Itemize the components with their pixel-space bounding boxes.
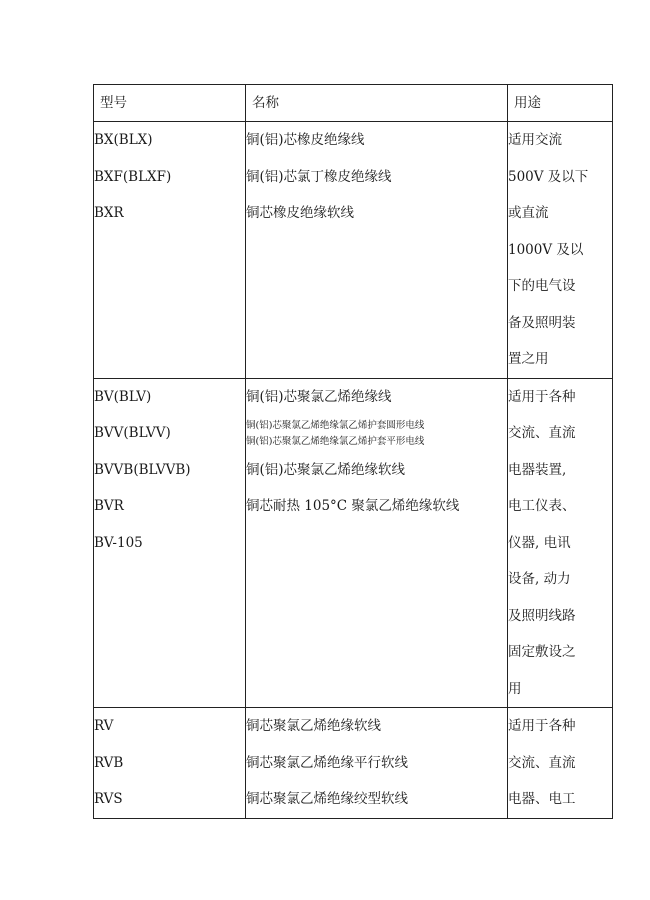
product-name: 铜(铝)芯氯丁橡皮绝缘线 xyxy=(246,168,392,185)
usage-line: 设备, 动力 xyxy=(508,571,571,587)
product-name: 铜(铝)芯橡皮绝缘线 xyxy=(246,132,365,148)
product-name-pair xyxy=(246,415,507,452)
model-code: BV(BLV) xyxy=(94,388,152,405)
usage-line: 适用于各种 xyxy=(508,718,576,734)
model-code: BV-105 xyxy=(94,534,143,551)
product-name: 铜(铝)芯聚氯乙烯绝缘氯乙烯护套圆形电线 xyxy=(246,420,425,431)
model-cell xyxy=(94,708,246,819)
usage-cell xyxy=(508,708,613,819)
product-name: 铜芯橡皮绝缘软线 xyxy=(246,205,354,221)
model-cell xyxy=(94,378,246,708)
product-name: 铜(铝)芯聚氯乙烯绝缘软线 xyxy=(246,461,406,478)
usage-cell xyxy=(508,122,613,379)
name-cell xyxy=(246,708,508,819)
model-cell xyxy=(94,122,246,379)
usage-line: 仪器, 电讯 xyxy=(508,534,571,551)
model-code: BXF(BLXF) xyxy=(94,168,172,185)
table-row xyxy=(94,378,613,708)
usage-line: 适用于各种 xyxy=(508,388,576,405)
usage-line: 置之用 xyxy=(508,351,549,367)
cable-spec-table xyxy=(93,84,613,819)
model-code: RVS xyxy=(94,791,123,807)
usage-line: 备及照明装 xyxy=(508,314,576,331)
usage-line: 及照明线路 xyxy=(508,607,576,624)
product-name: 铜(铝)芯聚氯乙烯绝缘氯乙烯护套平形电线 xyxy=(246,436,425,447)
usage-cell xyxy=(508,378,613,708)
usage-line: 下的电气设 xyxy=(508,278,576,294)
usage-line: 交流、直流 xyxy=(508,425,576,441)
product-name: 铜芯耐热 105°C 聚氯乙烯绝缘软线 xyxy=(246,498,460,514)
usage-line: 固定敷设之 xyxy=(508,644,576,660)
usage-line: 交流、直流 xyxy=(508,754,576,771)
usage-line: 1000V 及以 xyxy=(508,241,584,258)
usage-line: 电器装置, xyxy=(508,461,567,478)
header-usage: 用途 xyxy=(508,85,613,122)
model-code: BVR xyxy=(94,498,124,514)
product-name: 铜芯聚氯乙烯绝缘软线 xyxy=(246,718,381,734)
usage-line: 电器、电工 xyxy=(508,791,576,807)
model-code: RV xyxy=(94,718,114,734)
header-model: 型号 xyxy=(94,85,246,122)
table-row xyxy=(94,708,613,819)
usage-line: 500V 及以下 xyxy=(508,168,589,185)
product-name: 铜芯聚氯乙烯绝缘绞型软线 xyxy=(246,791,408,807)
usage-line: 或直流 xyxy=(508,205,549,221)
table-header-row xyxy=(94,85,613,122)
name-cell xyxy=(246,378,508,708)
usage-line: 用 xyxy=(508,680,522,697)
header-name: 名称 xyxy=(246,85,508,122)
name-cell xyxy=(246,122,508,379)
model-code: RVB xyxy=(94,754,124,771)
model-code: BVVB(BLVVB) xyxy=(94,461,191,478)
table-row xyxy=(94,122,613,379)
usage-line: 适用交流 xyxy=(508,132,562,148)
model-code: BXR xyxy=(94,205,124,221)
usage-line: 电工仪表、 xyxy=(508,498,576,514)
product-name: 铜芯聚氯乙烯绝缘平行软线 xyxy=(246,754,408,771)
product-name: 铜(铝)芯聚氯乙烯绝缘线 xyxy=(246,388,392,405)
model-code: BVV(BLVV) xyxy=(94,425,171,441)
model-code: BX(BLX) xyxy=(94,132,153,148)
